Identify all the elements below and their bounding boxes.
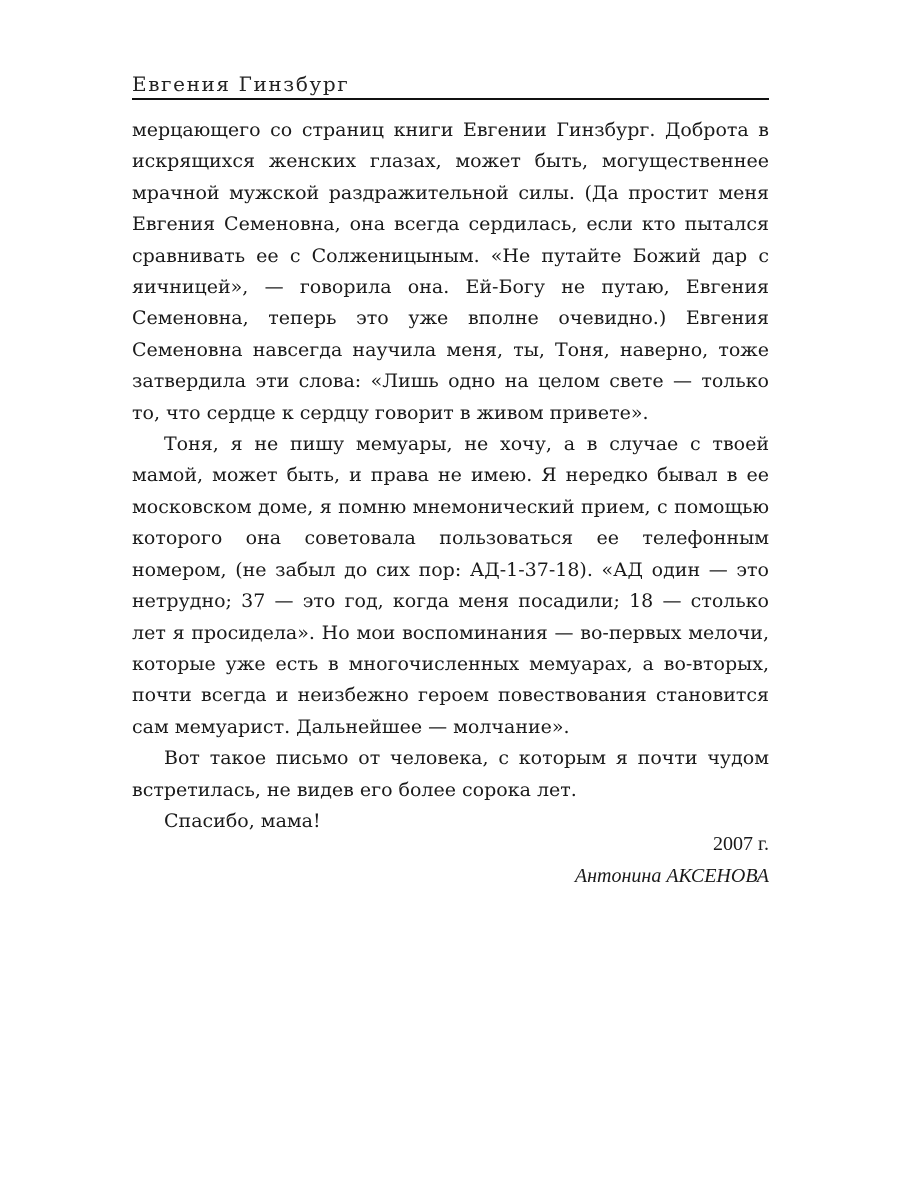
date-line: 2007 г. (713, 833, 769, 855)
paragraph-letter: Вот такое письмо от человека, с которым я почти чудом встретилась, не видев его более сорока лет. (132, 747, 769, 801)
paragraph-continuation: мерцающего со страниц книги Евгении Гинзбург. Доброта в искрящихся женских глазах, может быть, могущественнее мрачной мужской раздражительной силы. (Да простит меня Евгения Семеновна, она всегда сердилась, если кто пытался сравнивать ее с Солженицыным. «Не путайте Божий дар с яичницей», — говорила она. Ей-Богу не путаю, Евгения Семеновна, теперь это уже вполне очевидно.) Евгения Семеновна навсегда научила меня, ты, Тоня, наверно, тоже затвердила эти слова: «Лишь одно на целом свете — только то, что сердце к сердцу говорит в живом привете». (132, 119, 769, 424)
paragraph-memoirs: Тоня, я не пишу мемуары, не хочу, а в случае с твоей мамой, может быть, и права не имею. Я нередко бывал в ее московском доме, я помню мнемонический прием, с помощью которого она советовала пользоваться ее телефонным номером, (не забыл до сих пор: АД-1-37-18). «АД один — это нетрудно; 37 — это год, когда меня посадили; 18 — столько лет я просидела». Но мои воспоминания — во-первых мелочи, которые уже есть в многочисленных мемуарах, а во-вторых, почти всегда и неизбежно героем повествования становится сам мемуарист. Дальнейшее — молчание». (132, 433, 769, 738)
body-text (132, 115, 769, 837)
author-signature: Антонина АКСЕНОВА (574, 865, 769, 887)
header-divider (132, 98, 769, 100)
running-header-title: Евгения Гинзбург (132, 72, 350, 96)
paragraph-thanks: Спасибо, мама! (164, 809, 321, 832)
